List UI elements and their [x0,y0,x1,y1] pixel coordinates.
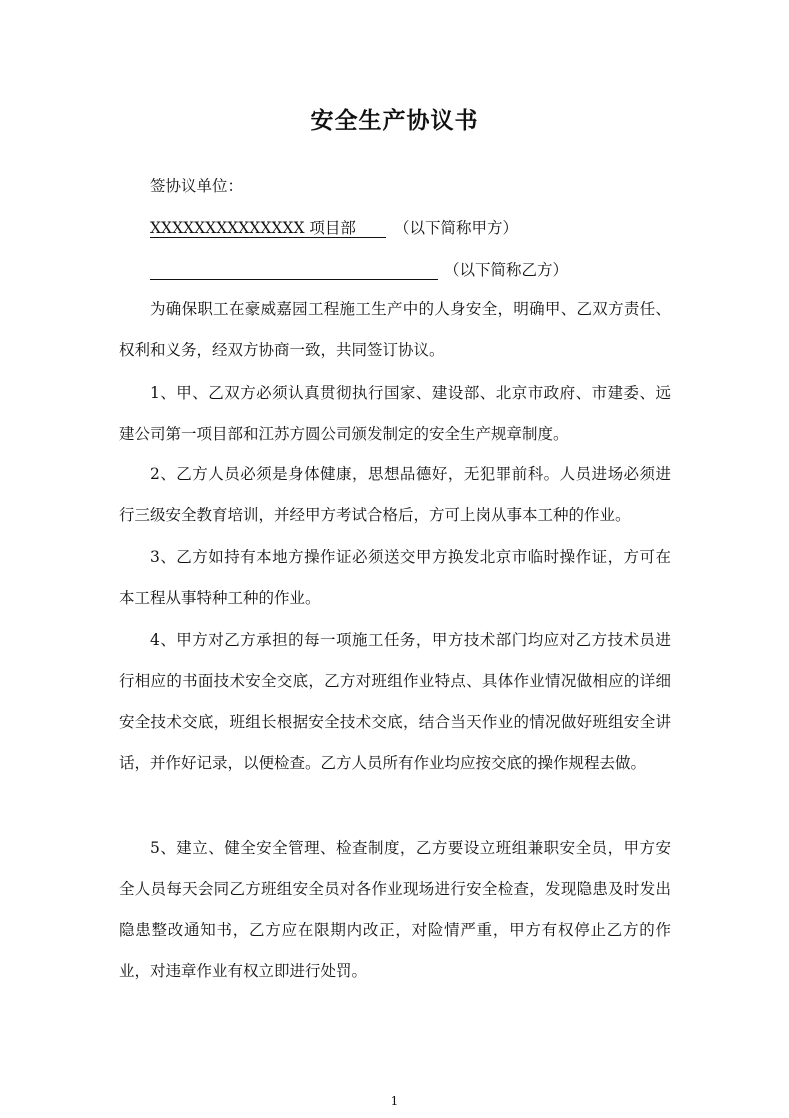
signing-units-label: 签协议单位： [150,177,244,195]
party-a-name: XXXXXXXXXXXXXX 项目部 [150,220,386,238]
party-a-note: （以下简称甲方） [394,219,519,237]
intro-paragraph: 为确保职工在豪威嘉园工程施工生产中的人身安全，明确甲、乙双方责任、权利和义务，经双方协商一致，共同签订协议。 [119,300,671,359]
party-b-note: （以下简称乙方） [444,261,569,279]
party-b-blank-field [150,263,438,280]
clause-3-paragraph: 3、乙方如持有本地方操作证必须送交甲方换发北京市临时操作证，方可在本工程从事特种工种的作业。 [119,548,671,607]
document-title: 安全生产协议书 [310,107,479,134]
party-a-line [150,218,518,238]
clause-2-paragraph: 2、乙方人员必须是身体健康，思想品德好，无犯罪前科。人员进场必须进行三级安全教育培训，并经甲方考试合格后，方可上岗从事本工种的作业。 [119,465,671,524]
party-b-line [150,260,568,280]
clause-5-paragraph: 5、建立、健全安全管理、检查制度，乙方要设立班组兼职安全员，甲方安全人员每天会同乙方班组安全员对各作业现场进行安全检查，发现隐患及时发出隐患整改通知书，乙方应在限期内改正，对险情严重，甲方有权停止乙方的作业，对违章作业有权立即进行处罚。 [119,839,671,980]
clause-1-paragraph: 1、甲、乙双方必须认真贯彻执行国家、建设部、北京市政府、市建委、远建公司第一项目部和江苏方圆公司颁发制定的安全生产规章制度。 [119,384,671,443]
clause-4-paragraph: 4、甲方对乙方承担的每一项施工任务，甲方技术部门均应对乙方技术员进行相应的书面技术安全交底，乙方对班组作业特点、具体作业情况做相应的详细安全技术交底，班组长根据安全技术交底，结合当天作业的情况做好班组安全讲话，并作好记录，以便检查。乙方人员所有作业均应按交底的操作规程去做。 [119,631,671,772]
page-number: 1 [390,1094,399,1108]
